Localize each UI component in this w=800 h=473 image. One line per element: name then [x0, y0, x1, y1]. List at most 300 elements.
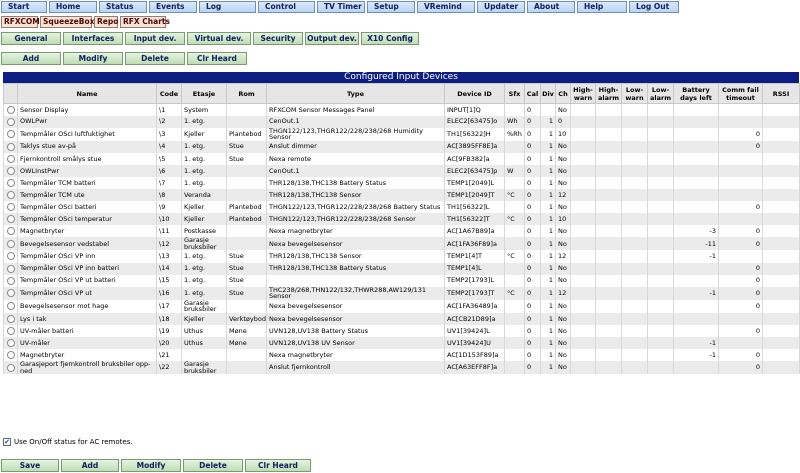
cell-low-alarm [648, 116, 674, 128]
cell-low-alarm [648, 337, 674, 349]
nav-control-button[interactable]: Control [258, 1, 315, 13]
cell-high-alarm [596, 313, 622, 325]
cell-battery-days-left [674, 201, 719, 213]
cell-low-warn [622, 337, 648, 349]
cell-div: 1 [541, 141, 556, 153]
cell-device-id: AC[CB21D89]a [445, 313, 505, 325]
table-row[interactable] [4, 165, 800, 177]
cell-name: Magnetbryter [18, 349, 157, 361]
column-header-cal: Cal [525, 84, 541, 104]
cell-low-warn [622, 104, 648, 116]
table-row[interactable] [4, 313, 800, 325]
cell-etasje: Kjeller [182, 128, 227, 141]
cell-code: \4 [157, 141, 182, 153]
cell-device-id: AC[1D153F89]a [445, 349, 505, 361]
cell-name: Tempmåler OSci VP ut [18, 287, 157, 300]
cell-ch: No [556, 263, 571, 275]
cell-high-warn [571, 128, 596, 141]
table-row[interactable] [4, 349, 800, 361]
cell-high-warn [571, 237, 596, 250]
column-header-high-alarm: High-alarm [596, 84, 622, 104]
cell-battery-days-left: -11 [674, 237, 719, 250]
cell-high-alarm [596, 213, 622, 225]
nav-log-out-button[interactable]: Log Out [629, 1, 679, 13]
cell-comm-fail-timeout: 0 [719, 361, 763, 374]
nav-status-button[interactable]: Status [99, 1, 147, 13]
cell-ch: No [556, 361, 571, 374]
tab-virtual-dev-button[interactable]: Virtual dev. [187, 32, 251, 45]
cell-type: Anslut fjernkontroll [267, 361, 445, 374]
main-nav [1, 1, 679, 13]
cell-type: Nexa magnetbryter [267, 349, 445, 361]
cell-ch: No [556, 300, 571, 313]
cell-low-warn [622, 250, 648, 262]
cell-sfx [505, 313, 525, 325]
cell-battery-days-left [674, 275, 719, 287]
cell-device-id: TEMP1[4]L [445, 263, 505, 275]
cell-device-id: TEMP1[2049]L [445, 177, 505, 189]
row-radio[interactable] [7, 227, 15, 235]
cell-code: \14 [157, 263, 182, 275]
row-select-cell [4, 237, 18, 250]
row-radio[interactable] [7, 277, 15, 285]
cell-battery-days-left [674, 141, 719, 153]
cell-rssi [763, 263, 800, 275]
cell-type: CenOut.1 [267, 116, 445, 128]
cell-high-warn [571, 287, 596, 300]
cell-cal: 0 [525, 313, 541, 325]
cell-battery-days-left [674, 300, 719, 313]
column-header-rssi: RSSI [763, 84, 800, 104]
cell-code: \2 [157, 116, 182, 128]
cell-ch: No [556, 177, 571, 189]
row-radio[interactable] [7, 179, 15, 187]
table-row[interactable] [4, 225, 800, 237]
table-row[interactable] [4, 213, 800, 225]
row-radio[interactable] [7, 143, 15, 151]
cell-device-id: AC[9FB382]a [445, 153, 505, 165]
cell-code: \20 [157, 337, 182, 349]
cell-name: Tempmåler TCM batteri [18, 177, 157, 189]
table-row[interactable] [4, 153, 800, 165]
cell-high-warn [571, 201, 596, 213]
table-row[interactable] [4, 250, 800, 262]
cell-high-alarm [596, 237, 622, 250]
cell-ch: No [556, 165, 571, 177]
table-row[interactable] [4, 177, 800, 189]
cell-high-alarm [596, 263, 622, 275]
actions-bottom [1, 459, 311, 472]
cell-code: \8 [157, 189, 182, 201]
cell-type: CenOut.1 [267, 165, 445, 177]
row-select-cell [4, 165, 18, 177]
row-select-cell [4, 361, 18, 374]
cell-name: Tempmåler TCM ute [18, 189, 157, 201]
cell-sfx [505, 337, 525, 349]
row-radio[interactable] [7, 315, 15, 323]
cell-comm-fail-timeout: 0 [719, 325, 763, 337]
cell-rssi [763, 275, 800, 287]
cell-sfx [505, 325, 525, 337]
cell-low-warn [622, 213, 648, 225]
cell-sfx [505, 263, 525, 275]
row-select-cell [4, 128, 18, 141]
cell-etasje: System [182, 104, 227, 116]
cell-rssi [763, 349, 800, 361]
cell-div: 1 [541, 263, 556, 275]
cell-battery-days-left [674, 165, 719, 177]
column-header-ch: Ch [556, 84, 571, 104]
cell-rom: Plantebod [227, 201, 267, 213]
cell-low-alarm [648, 177, 674, 189]
cell-low-warn [622, 263, 648, 275]
nav-events-button[interactable]: Events [149, 1, 197, 13]
cell-name: Tempmåler OSci temperatur [18, 213, 157, 225]
cell-low-warn [622, 201, 648, 213]
column-header-comm-fail-timeout: Comm fail timeout [719, 84, 763, 104]
cell-name: Lys i tak [18, 313, 157, 325]
cell-name: Tempmåler OSci batteri [18, 201, 157, 213]
cell-ch: No [556, 313, 571, 325]
cell-code: \21 [157, 349, 182, 361]
cell-rssi [763, 201, 800, 213]
cell-type: Nexa bevegelsesensor [267, 237, 445, 250]
table-row[interactable] [4, 104, 800, 116]
cell-ch: No [556, 104, 571, 116]
cell-high-alarm [596, 287, 622, 300]
cell-div: 1 [541, 177, 556, 189]
cell-device-id: UV1[39424]L [445, 325, 505, 337]
cell-type: THR128/138,THC138 Battery Status [267, 263, 445, 275]
cell-low-warn [622, 325, 648, 337]
onoff-label: Use On/Off status for AC remotes. [14, 438, 133, 446]
cell-code: \7 [157, 177, 182, 189]
cell-low-alarm [648, 237, 674, 250]
cell-rom [227, 104, 267, 116]
cell-code: \10 [157, 213, 182, 225]
cell-comm-fail-timeout: 0 [719, 300, 763, 313]
row-select-cell [4, 116, 18, 128]
cell-rom [227, 189, 267, 201]
top-modify-button[interactable]: Modify [63, 52, 123, 65]
row-radio[interactable] [7, 289, 15, 297]
cell-code: \12 [157, 237, 182, 250]
cell-code: \16 [157, 287, 182, 300]
cell-rom: Stue [227, 275, 267, 287]
table-row[interactable] [4, 189, 800, 201]
cell-high-alarm [596, 189, 622, 201]
table-row[interactable] [4, 116, 800, 128]
cell-rom: Stue [227, 250, 267, 262]
cell-etasje: Uthus [182, 325, 227, 337]
row-radio[interactable] [7, 364, 15, 372]
cell-type: Nexa remote [267, 153, 445, 165]
cell-name: Tempmåler OSci VP inn [18, 250, 157, 262]
cell-code: \17 [157, 300, 182, 313]
cell-device-id: AC[1FA36F89]a [445, 237, 505, 250]
cell-low-alarm [648, 250, 674, 262]
cell-ch: No [556, 275, 571, 287]
cell-div: 1 [541, 213, 556, 225]
cell-ch: No [556, 237, 571, 250]
cell-etasje: Kjeller [182, 201, 227, 213]
row-select-cell [4, 275, 18, 287]
bottom-save-button[interactable]: Save [1, 459, 59, 472]
nav-about-button[interactable]: About [527, 1, 575, 13]
plugin-rfx-charts-button[interactable]: RFX Charts [120, 16, 166, 28]
cell-battery-days-left [674, 361, 719, 374]
cell-rssi [763, 165, 800, 177]
table-row[interactable] [4, 361, 800, 374]
cell-battery-days-left [674, 177, 719, 189]
top-delete-button[interactable]: Delete [125, 52, 185, 65]
top-clr-heard-button[interactable]: Clr Heard [187, 52, 247, 65]
table-row[interactable] [4, 287, 800, 300]
cell-device-id: TH1[56322]L [445, 201, 505, 213]
column-header-name: Name [18, 84, 157, 104]
cell-sfx [505, 237, 525, 250]
cell-cal: 0 [525, 189, 541, 201]
cell-cal: 0 [525, 128, 541, 141]
bottom-clr-heard-button[interactable]: Clr Heard [245, 459, 311, 472]
cell-high-warn [571, 313, 596, 325]
cell-sfx [505, 275, 525, 287]
cell-low-warn [622, 189, 648, 201]
cell-cal: 0 [525, 349, 541, 361]
cell-device-id: TEMP2[1793]T [445, 287, 505, 300]
row-radio[interactable] [7, 302, 15, 310]
row-select-cell [4, 153, 18, 165]
nav-vremind-button[interactable]: VRemind [417, 1, 475, 13]
cell-high-alarm [596, 275, 622, 287]
cell-cal: 0 [525, 275, 541, 287]
cell-comm-fail-timeout [719, 165, 763, 177]
tab-general-button[interactable]: General [1, 32, 61, 45]
cell-rom [227, 225, 267, 237]
row-radio[interactable] [7, 130, 15, 138]
cell-cal: 0 [525, 263, 541, 275]
cell-rssi [763, 250, 800, 262]
onoff-checkbox[interactable]: ✔ [4, 438, 10, 446]
cell-div: 1 [541, 313, 556, 325]
row-select-cell [4, 263, 18, 275]
cell-name: OWLPwr [18, 116, 157, 128]
cell-name: Tempmåler OSci VP inn batteri [18, 263, 157, 275]
cell-cal: 0 [525, 287, 541, 300]
cell-etasje: 1. etg. [182, 177, 227, 189]
cell-rssi [763, 177, 800, 189]
table-row[interactable] [4, 141, 800, 153]
cell-low-warn [622, 177, 648, 189]
row-radio[interactable] [7, 339, 15, 347]
row-radio[interactable] [7, 167, 15, 175]
cell-type: UVN128,UV138 Battery Status [267, 325, 445, 337]
cell-high-warn [571, 177, 596, 189]
table-row[interactable] [4, 275, 800, 287]
row-radio[interactable] [7, 155, 15, 163]
cell-sfx [505, 300, 525, 313]
bottom-add-button[interactable]: Add [61, 459, 119, 472]
cell-rssi [763, 189, 800, 201]
cell-sfx [505, 201, 525, 213]
nav-setup-button[interactable]: Setup [367, 1, 415, 13]
tab-x10-config-button[interactable]: X10 Config [361, 32, 419, 45]
cell-battery-days-left [674, 104, 719, 116]
cell-cal: 0 [525, 153, 541, 165]
cell-rssi [763, 237, 800, 250]
cell-etasje: Garasje bruksbiler [182, 300, 227, 313]
table-row[interactable] [4, 337, 800, 349]
row-radio[interactable] [7, 252, 15, 260]
row-select-cell [4, 325, 18, 337]
tab-output-dev-button[interactable]: Output dev. [305, 32, 359, 45]
cell-high-warn [571, 275, 596, 287]
cell-cal: 0 [525, 250, 541, 262]
input-devices-panel [3, 72, 799, 374]
cell-code: \3 [157, 128, 182, 141]
cell-div: 1 [541, 116, 556, 128]
row-radio[interactable] [7, 203, 15, 211]
cell-high-warn [571, 165, 596, 177]
cell-rom: Plantebod [227, 128, 267, 141]
row-select-cell [4, 189, 18, 201]
cell-cal: 0 [525, 116, 541, 128]
nav-home-button[interactable]: Home [49, 1, 97, 13]
cell-battery-days-left: -1 [674, 250, 719, 262]
tab-interfaces-button[interactable]: Interfaces [63, 32, 123, 45]
table-row[interactable] [4, 237, 800, 250]
row-select-cell [4, 287, 18, 300]
cell-low-alarm [648, 361, 674, 374]
cell-div: 1 [541, 153, 556, 165]
cell-low-alarm [648, 213, 674, 225]
cell-rssi [763, 361, 800, 374]
table-row[interactable] [4, 263, 800, 275]
cell-battery-days-left: -1 [674, 349, 719, 361]
row-radio[interactable] [7, 191, 15, 199]
cell-etasje: 1. etg. [182, 287, 227, 300]
cell-high-alarm [596, 300, 622, 313]
table-row[interactable] [4, 325, 800, 337]
cell-rom [227, 165, 267, 177]
row-radio[interactable] [7, 118, 15, 126]
cell-rom: Stue [227, 141, 267, 153]
cell-rom [227, 349, 267, 361]
cell-name: Garasjeport fjernkontroll bruksbiler opp-ned [18, 361, 157, 374]
top-add-button[interactable]: Add [1, 52, 61, 65]
cell-code: \9 [157, 201, 182, 213]
cell-type: Nexa bevegelsesensor [267, 313, 445, 325]
cell-etasje: Kjeller [182, 213, 227, 225]
table-row[interactable] [4, 300, 800, 313]
cell-low-alarm [648, 300, 674, 313]
cell-low-warn [622, 141, 648, 153]
nav-help-button[interactable]: Help [577, 1, 627, 13]
nav-log-button[interactable]: Log [199, 1, 256, 13]
cell-code: \11 [157, 225, 182, 237]
cell-code: \5 [157, 153, 182, 165]
cell-code: \6 [157, 165, 182, 177]
cell-device-id: AC[1FA36489]a [445, 300, 505, 313]
row-radio[interactable] [7, 327, 15, 335]
bottom-modify-button[interactable]: Modify [121, 459, 181, 472]
cell-sfx [505, 104, 525, 116]
nav-updater-button[interactable]: Updater [477, 1, 525, 13]
cell-device-id: TEMP1[4]T [445, 250, 505, 262]
row-radio[interactable] [7, 240, 15, 248]
cell-ch: No [556, 337, 571, 349]
cell-etasje: Garasje bruksbiler [182, 237, 227, 250]
cell-high-alarm [596, 128, 622, 141]
cell-cal: 0 [525, 361, 541, 374]
cell-comm-fail-timeout: 0 [719, 128, 763, 141]
row-select-cell [4, 141, 18, 153]
cell-rom [227, 116, 267, 128]
cell-rom: Verktøybod [227, 313, 267, 325]
cell-etasje: Postkasse [182, 225, 227, 237]
tab-input-dev-button[interactable]: Input dev. [125, 32, 185, 45]
plugin-repo-button[interactable]: Repo [94, 16, 118, 28]
cell-div: 1 [541, 349, 556, 361]
cell-div: 1 [541, 189, 556, 201]
nav-tv-timer-button[interactable]: TV Timer [317, 1, 365, 13]
cell-type: Anslut dimmer [267, 141, 445, 153]
table-row[interactable] [4, 201, 800, 213]
config-tabs [1, 32, 419, 45]
cell-rssi [763, 337, 800, 349]
cell-sfx [505, 349, 525, 361]
row-select-cell [4, 313, 18, 325]
plugin-squeezebox-button[interactable]: SqueezeBox [40, 16, 92, 28]
cell-ch: 12 [556, 287, 571, 300]
cell-code: \18 [157, 313, 182, 325]
cell-low-alarm [648, 165, 674, 177]
tab-security-button[interactable]: Security [253, 32, 303, 45]
plugin-rfxcom-button[interactable]: RFXCOM [1, 16, 38, 28]
cell-cal: 0 [525, 213, 541, 225]
cell-etasje: Veranda [182, 189, 227, 201]
table-row[interactable] [4, 128, 800, 141]
row-select-cell [4, 104, 18, 116]
row-radio[interactable] [7, 351, 15, 359]
cell-name: Tempmåler OSci luftfuktighet [18, 128, 157, 141]
cell-high-alarm [596, 337, 622, 349]
nav-start-button[interactable]: Start [1, 1, 47, 13]
row-radio[interactable] [7, 106, 15, 114]
cell-rom [227, 361, 267, 374]
cell-cal: 0 [525, 104, 541, 116]
cell-div: 1 [541, 325, 556, 337]
cell-high-warn [571, 337, 596, 349]
cell-rom: Stue [227, 263, 267, 275]
bottom-delete-button[interactable]: Delete [183, 459, 243, 472]
column-header-type: Type [267, 84, 445, 104]
cell-low-warn [622, 237, 648, 250]
cell-battery-days-left [674, 128, 719, 141]
row-select-cell [4, 349, 18, 361]
cell-rssi [763, 225, 800, 237]
row-radio[interactable] [7, 215, 15, 223]
cell-cal: 0 [525, 177, 541, 189]
cell-rssi [763, 325, 800, 337]
cell-device-id: TH1[56322]T [445, 213, 505, 225]
cell-name: Bevegelsesensor vedstabel [18, 237, 157, 250]
cell-device-id: TEMP1[2049]T [445, 189, 505, 201]
cell-comm-fail-timeout [719, 337, 763, 349]
cell-type [267, 275, 445, 287]
row-radio[interactable] [7, 265, 15, 273]
cell-high-alarm [596, 361, 622, 374]
